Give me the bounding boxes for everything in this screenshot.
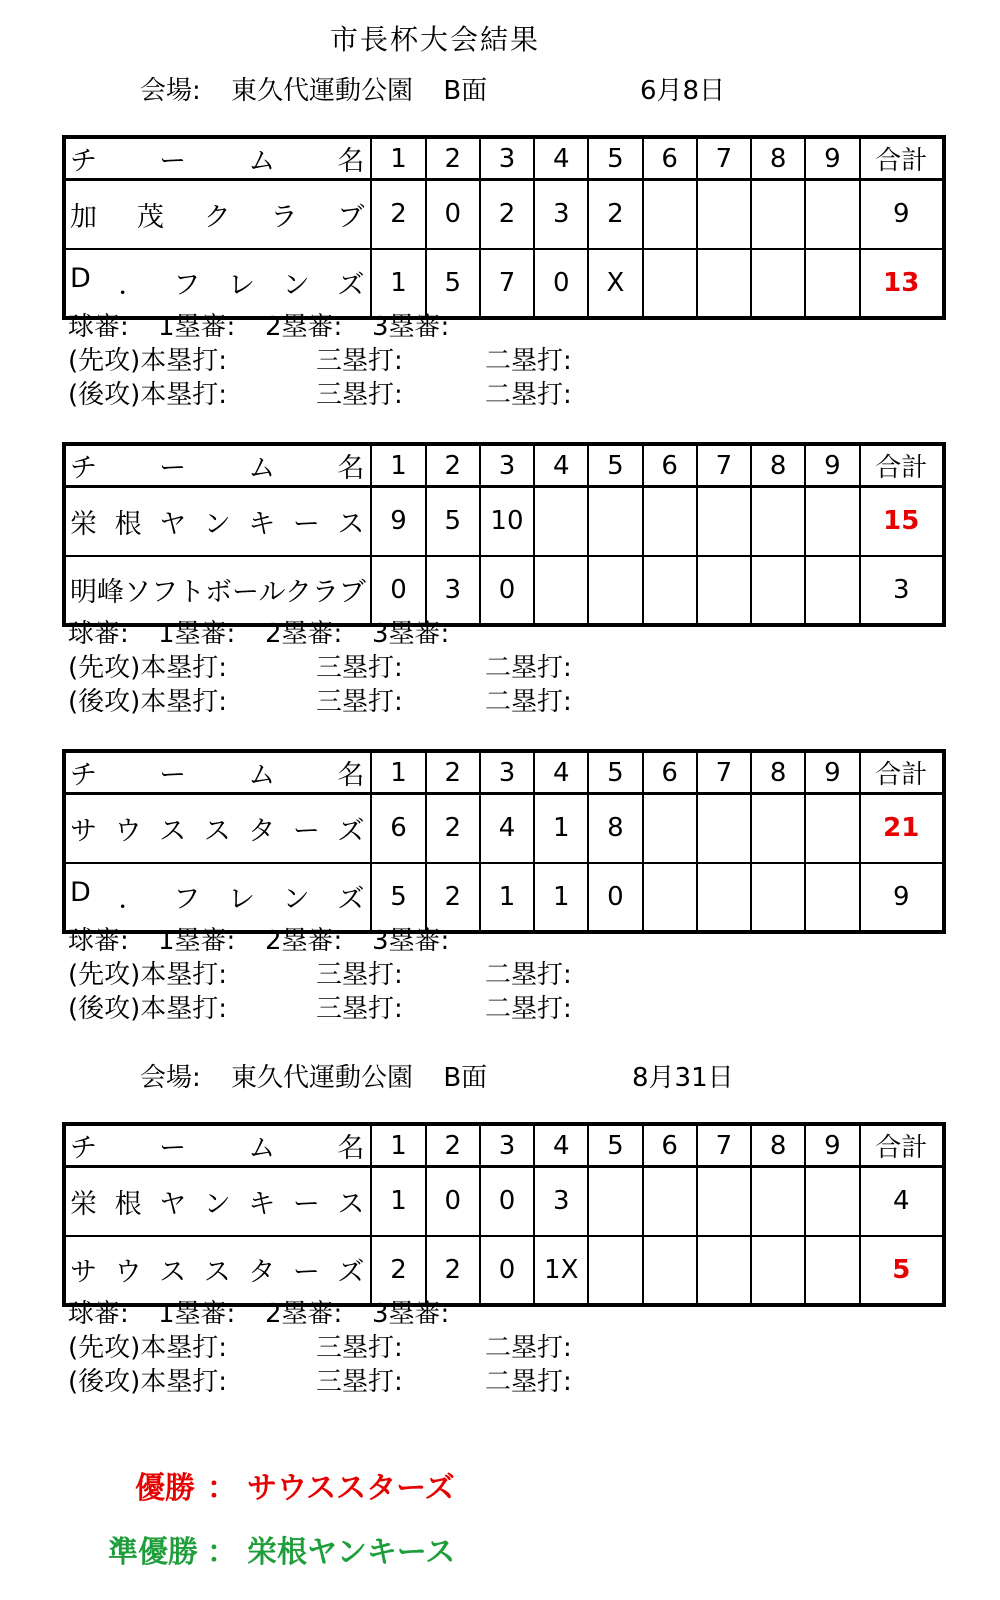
score-table	[62, 749, 946, 934]
header-char: チ	[70, 1133, 97, 1164]
header-char: 名	[337, 146, 365, 177]
team-name-header	[64, 1124, 371, 1167]
team-name-header	[64, 751, 371, 794]
umpire-label: 3塁審:	[372, 1299, 450, 1329]
team-name-char: サ	[70, 815, 97, 847]
hits-label: 二塁打:	[485, 346, 572, 376]
inning-score: 0	[588, 863, 642, 932]
inning-header: 4	[534, 444, 588, 487]
team-name-header	[64, 444, 371, 487]
inning-score: 1X	[534, 1236, 588, 1305]
total-score: 21	[860, 794, 945, 863]
inning-score	[643, 180, 697, 249]
team-name-char: D	[70, 263, 91, 294]
inning-score: 3	[534, 1167, 588, 1236]
venue-court: B面	[443, 76, 488, 106]
game-date: 8月31日	[632, 1063, 734, 1093]
team-name-char: ン	[203, 508, 231, 540]
umpire-label: 3塁審:	[372, 619, 450, 649]
runnerup-separator: ：	[207, 1535, 237, 1570]
team-name-char: ン	[282, 270, 310, 301]
hits-label: (後攻)本塁打:	[68, 687, 228, 717]
inning-header: 7	[697, 1124, 751, 1167]
total-header: 合計	[860, 137, 945, 180]
inning-header: 4	[534, 751, 588, 794]
hits-label: (後攻)本塁打:	[68, 994, 228, 1024]
hits-label: (後攻)本塁打:	[68, 380, 228, 410]
inning-score: 0	[480, 556, 534, 625]
team-name-char: タ	[248, 1257, 276, 1288]
inning-score: 0	[426, 1167, 480, 1236]
inning-header: 7	[697, 444, 751, 487]
inning-score	[588, 556, 642, 625]
inning-header: 6	[643, 1124, 697, 1167]
team-name-char: ス	[337, 1188, 365, 1220]
umpire-label: 1塁審:	[158, 1299, 236, 1329]
total-score: 4	[860, 1167, 945, 1236]
inning-header: 5	[588, 444, 642, 487]
team-row	[64, 794, 944, 863]
team-name-char: フ	[173, 270, 201, 301]
team-row	[64, 249, 944, 318]
hits-label: (後攻)本塁打:	[68, 1367, 228, 1397]
team-name	[64, 1236, 371, 1305]
team-name-char: レ	[227, 884, 255, 915]
header-row	[64, 1124, 944, 1167]
inning-score: 1	[480, 863, 534, 932]
team-name-char: ズ	[337, 1257, 365, 1288]
umpire-label: 球審:	[68, 312, 129, 342]
venue-label: 会場:	[140, 76, 201, 106]
inning-header: 8	[751, 751, 805, 794]
team-name-char: ス	[337, 508, 365, 540]
inning-score	[643, 1167, 697, 1236]
inning-header: 3	[480, 137, 534, 180]
team-name-char: ス	[203, 815, 231, 847]
inning-header: 9	[805, 444, 859, 487]
inning-header: 9	[805, 137, 859, 180]
hits-label: 三塁打:	[316, 1333, 403, 1363]
inning-score	[751, 249, 805, 318]
umpire-label: 1塁審:	[158, 312, 236, 342]
team-name-char: ー	[292, 1188, 320, 1220]
header-char: 名	[337, 760, 365, 791]
inning-header: 4	[534, 1124, 588, 1167]
venue-label: 会場:	[140, 1063, 201, 1093]
inning-score: 0	[480, 1167, 534, 1236]
team-row	[64, 863, 944, 932]
team-row	[64, 556, 944, 625]
team-name-char: ズ	[337, 884, 365, 915]
inning-score	[643, 487, 697, 556]
inning-header: 6	[643, 444, 697, 487]
team-name-char: 明峰ソフトボールクラブ	[70, 577, 366, 608]
inning-header: 3	[480, 1124, 534, 1167]
team-name-char: ウ	[114, 815, 142, 847]
header-row	[64, 444, 944, 487]
header-char: ー	[159, 453, 187, 484]
inning-score	[751, 556, 805, 625]
umpire-label: 2塁審:	[265, 312, 343, 342]
inning-header: 1	[371, 137, 425, 180]
team-name-char: ク	[203, 201, 231, 233]
inning-header: 1	[371, 444, 425, 487]
inning-score	[588, 1236, 642, 1305]
inning-score	[697, 180, 751, 249]
header-char: チ	[70, 146, 97, 177]
total-score: 3	[860, 556, 945, 625]
inning-score: 1	[371, 1167, 425, 1236]
inning-score	[751, 487, 805, 556]
team-row	[64, 180, 944, 249]
header-row	[64, 751, 944, 794]
team-name-char: 根	[114, 508, 142, 540]
inning-header: 5	[588, 1124, 642, 1167]
inning-score	[697, 556, 751, 625]
inning-score	[805, 556, 859, 625]
header-char: ー	[159, 146, 187, 177]
team-row	[64, 1236, 944, 1305]
inning-score: 0	[534, 249, 588, 318]
inning-score: 9	[371, 487, 425, 556]
umpire-label: 1塁審:	[158, 926, 236, 956]
runnerup-label: 準優勝	[108, 1535, 198, 1570]
inning-score: 1	[534, 794, 588, 863]
champion-separator: ：	[207, 1471, 237, 1506]
umpire-label: 2塁審:	[265, 1299, 343, 1329]
hits-label: 二塁打:	[485, 1367, 572, 1397]
hits-label: 三塁打:	[316, 687, 403, 717]
inning-score	[643, 794, 697, 863]
umpire-label: 球審:	[68, 1299, 129, 1329]
team-name-char: タ	[248, 815, 276, 847]
inning-header: 7	[697, 137, 751, 180]
team-row	[64, 1167, 944, 1236]
umpire-label: 2塁審:	[265, 619, 343, 649]
header-char: ム	[248, 760, 276, 791]
venue-court: B面	[443, 1063, 488, 1093]
inning-score	[805, 863, 859, 932]
inning-header: 7	[697, 751, 751, 794]
inning-score	[697, 1167, 751, 1236]
inning-header: 3	[480, 444, 534, 487]
team-name-char: ．	[118, 270, 146, 301]
inning-score: 2	[371, 1236, 425, 1305]
total-header: 合計	[860, 444, 945, 487]
inning-header: 3	[480, 751, 534, 794]
hits-label: 二塁打:	[485, 653, 572, 683]
team-name-char: キ	[248, 508, 276, 540]
umpire-label: 球審:	[68, 619, 129, 649]
venue-place: 東久代運動公園	[231, 76, 414, 106]
hits-label: 二塁打:	[485, 380, 572, 410]
team-name	[64, 180, 371, 249]
header-char: チ	[70, 453, 97, 484]
inning-score	[805, 1167, 859, 1236]
hits-label: 三塁打:	[316, 1367, 403, 1397]
team-name-char: ラ	[270, 201, 298, 233]
inning-score	[697, 794, 751, 863]
team-name-char: 根	[114, 1188, 142, 1220]
team-name-char: ン	[203, 1188, 231, 1220]
inning-score	[751, 863, 805, 932]
hits-label: (先攻)本塁打:	[68, 960, 228, 990]
inning-score: 8	[588, 794, 642, 863]
inning-score	[588, 487, 642, 556]
inning-score	[697, 863, 751, 932]
umpire-label: 1塁審:	[158, 619, 236, 649]
inning-score: 2	[480, 180, 534, 249]
team-name-char: ス	[159, 815, 187, 847]
team-name	[64, 249, 371, 318]
inning-header: 6	[643, 137, 697, 180]
inning-score: 5	[426, 487, 480, 556]
inning-score	[697, 1236, 751, 1305]
hits-label: (先攻)本塁打:	[68, 1333, 228, 1363]
inning-score: 2	[588, 180, 642, 249]
inning-score: 2	[371, 180, 425, 249]
total-score: 9	[860, 180, 945, 249]
inning-score	[643, 1236, 697, 1305]
team-name-char: キ	[248, 1188, 276, 1220]
header-char: ム	[248, 1133, 276, 1164]
hits-label: 三塁打:	[316, 960, 403, 990]
team-name-char: ー	[292, 508, 320, 540]
venue-place: 東久代運動公園	[231, 1063, 414, 1093]
team-name-char: ブ	[337, 201, 365, 233]
inning-score: 2	[426, 1236, 480, 1305]
inning-header: 2	[426, 137, 480, 180]
team-name-char: ．	[118, 884, 146, 915]
inning-header: 8	[751, 137, 805, 180]
inning-score: X	[588, 249, 642, 318]
hits-label: 三塁打:	[316, 994, 403, 1024]
hits-label: 三塁打:	[316, 380, 403, 410]
inning-header: 5	[588, 751, 642, 794]
total-score: 13	[860, 249, 945, 318]
team-name-char: 加	[70, 201, 97, 233]
hits-label: 三塁打:	[316, 653, 403, 683]
inning-score	[643, 556, 697, 625]
team-name-char: 栄	[70, 508, 97, 540]
team-name-char: 茂	[136, 201, 164, 233]
score-table	[62, 442, 946, 627]
header-char: チ	[70, 760, 97, 791]
inning-score: 10	[480, 487, 534, 556]
header-char: ー	[159, 1133, 187, 1164]
venue-line	[140, 1057, 734, 1094]
inning-score	[697, 487, 751, 556]
team-name	[64, 556, 371, 625]
inning-score	[805, 487, 859, 556]
total-header: 合計	[860, 1124, 945, 1167]
team-name-char: ス	[159, 1257, 187, 1288]
inning-score	[805, 180, 859, 249]
hits-label: 二塁打:	[485, 1333, 572, 1363]
inning-score: 1	[534, 863, 588, 932]
inning-score	[751, 794, 805, 863]
inning-header: 5	[588, 137, 642, 180]
total-score: 15	[860, 487, 945, 556]
inning-score: 3	[426, 556, 480, 625]
inning-score	[643, 863, 697, 932]
inning-header: 2	[426, 751, 480, 794]
inning-header: 2	[426, 444, 480, 487]
inning-header: 4	[534, 137, 588, 180]
inning-header: 9	[805, 1124, 859, 1167]
header-row	[64, 137, 944, 180]
hits-label: 二塁打:	[485, 960, 572, 990]
inning-score	[588, 1167, 642, 1236]
inning-score	[697, 249, 751, 318]
inning-score	[643, 249, 697, 318]
inning-header: 6	[643, 751, 697, 794]
total-header: 合計	[860, 751, 945, 794]
team-name-char: 栄	[70, 1188, 97, 1220]
header-char: 名	[337, 453, 365, 484]
hits-label: 二塁打:	[485, 994, 572, 1024]
champion-label: 優勝	[135, 1471, 195, 1506]
total-score: 5	[860, 1236, 945, 1305]
runnerup-team: 栄根ヤンキース	[247, 1535, 456, 1570]
header-char: ム	[248, 453, 276, 484]
inning-score	[534, 487, 588, 556]
team-name-char: サ	[70, 1257, 97, 1288]
inning-score: 3	[534, 180, 588, 249]
score-table	[62, 1122, 946, 1307]
inning-score: 0	[426, 180, 480, 249]
team-name	[64, 487, 371, 556]
champion-team: サウススターズ	[247, 1471, 455, 1506]
inning-score	[751, 180, 805, 249]
umpire-label: 球審:	[68, 926, 129, 956]
team-name-char: ズ	[337, 815, 365, 847]
inning-score	[805, 1236, 859, 1305]
team-name-char: ヤ	[159, 508, 187, 540]
team-name-char: ヤ	[159, 1188, 187, 1220]
inning-score: 7	[480, 249, 534, 318]
team-name	[64, 794, 371, 863]
team-name-char: ス	[203, 1257, 231, 1288]
header-char: ム	[248, 146, 276, 177]
game-date: 6月8日	[640, 76, 726, 106]
team-name-char: ン	[282, 884, 310, 915]
hits-label: (先攻)本塁打:	[68, 653, 228, 683]
inning-score: 1	[371, 249, 425, 318]
hits-label: (先攻)本塁打:	[68, 346, 228, 376]
header-char: 名	[337, 1133, 365, 1164]
inning-header: 1	[371, 1124, 425, 1167]
hits-label: 二塁打:	[485, 687, 572, 717]
inning-score: 2	[426, 863, 480, 932]
team-name-char: ウ	[114, 1257, 142, 1288]
venue-line	[140, 70, 726, 107]
team-name-char: レ	[227, 270, 255, 301]
inning-header: 8	[751, 1124, 805, 1167]
inning-score: 2	[426, 794, 480, 863]
team-name-char: D	[70, 877, 91, 908]
team-name	[64, 1167, 371, 1236]
inning-score	[751, 1236, 805, 1305]
inning-score: 6	[371, 794, 425, 863]
inning-score	[805, 794, 859, 863]
team-row	[64, 487, 944, 556]
inning-score	[805, 249, 859, 318]
team-name-char: ズ	[337, 270, 365, 301]
inning-score: 5	[371, 863, 425, 932]
score-table	[62, 135, 946, 320]
inning-score: 4	[480, 794, 534, 863]
umpire-label: 2塁審:	[265, 926, 343, 956]
inning-header: 1	[371, 751, 425, 794]
inning-header: 2	[426, 1124, 480, 1167]
total-score: 9	[860, 863, 945, 932]
inning-score: 0	[371, 556, 425, 625]
header-char: ー	[159, 760, 187, 791]
inning-score: 0	[480, 1236, 534, 1305]
umpire-label: 3塁審:	[372, 926, 450, 956]
inning-score	[751, 1167, 805, 1236]
team-name	[64, 863, 371, 932]
inning-score	[534, 556, 588, 625]
team-name-header	[64, 137, 371, 180]
hits-label: 三塁打:	[316, 346, 403, 376]
team-name-char: ー	[292, 1257, 320, 1288]
inning-header: 9	[805, 751, 859, 794]
inning-header: 8	[751, 444, 805, 487]
team-name-char: フ	[173, 884, 201, 915]
inning-score: 5	[426, 249, 480, 318]
umpire-label: 3塁審:	[372, 312, 450, 342]
page-title: 市長杯大会結果	[330, 23, 541, 56]
team-name-char: ー	[292, 815, 320, 847]
